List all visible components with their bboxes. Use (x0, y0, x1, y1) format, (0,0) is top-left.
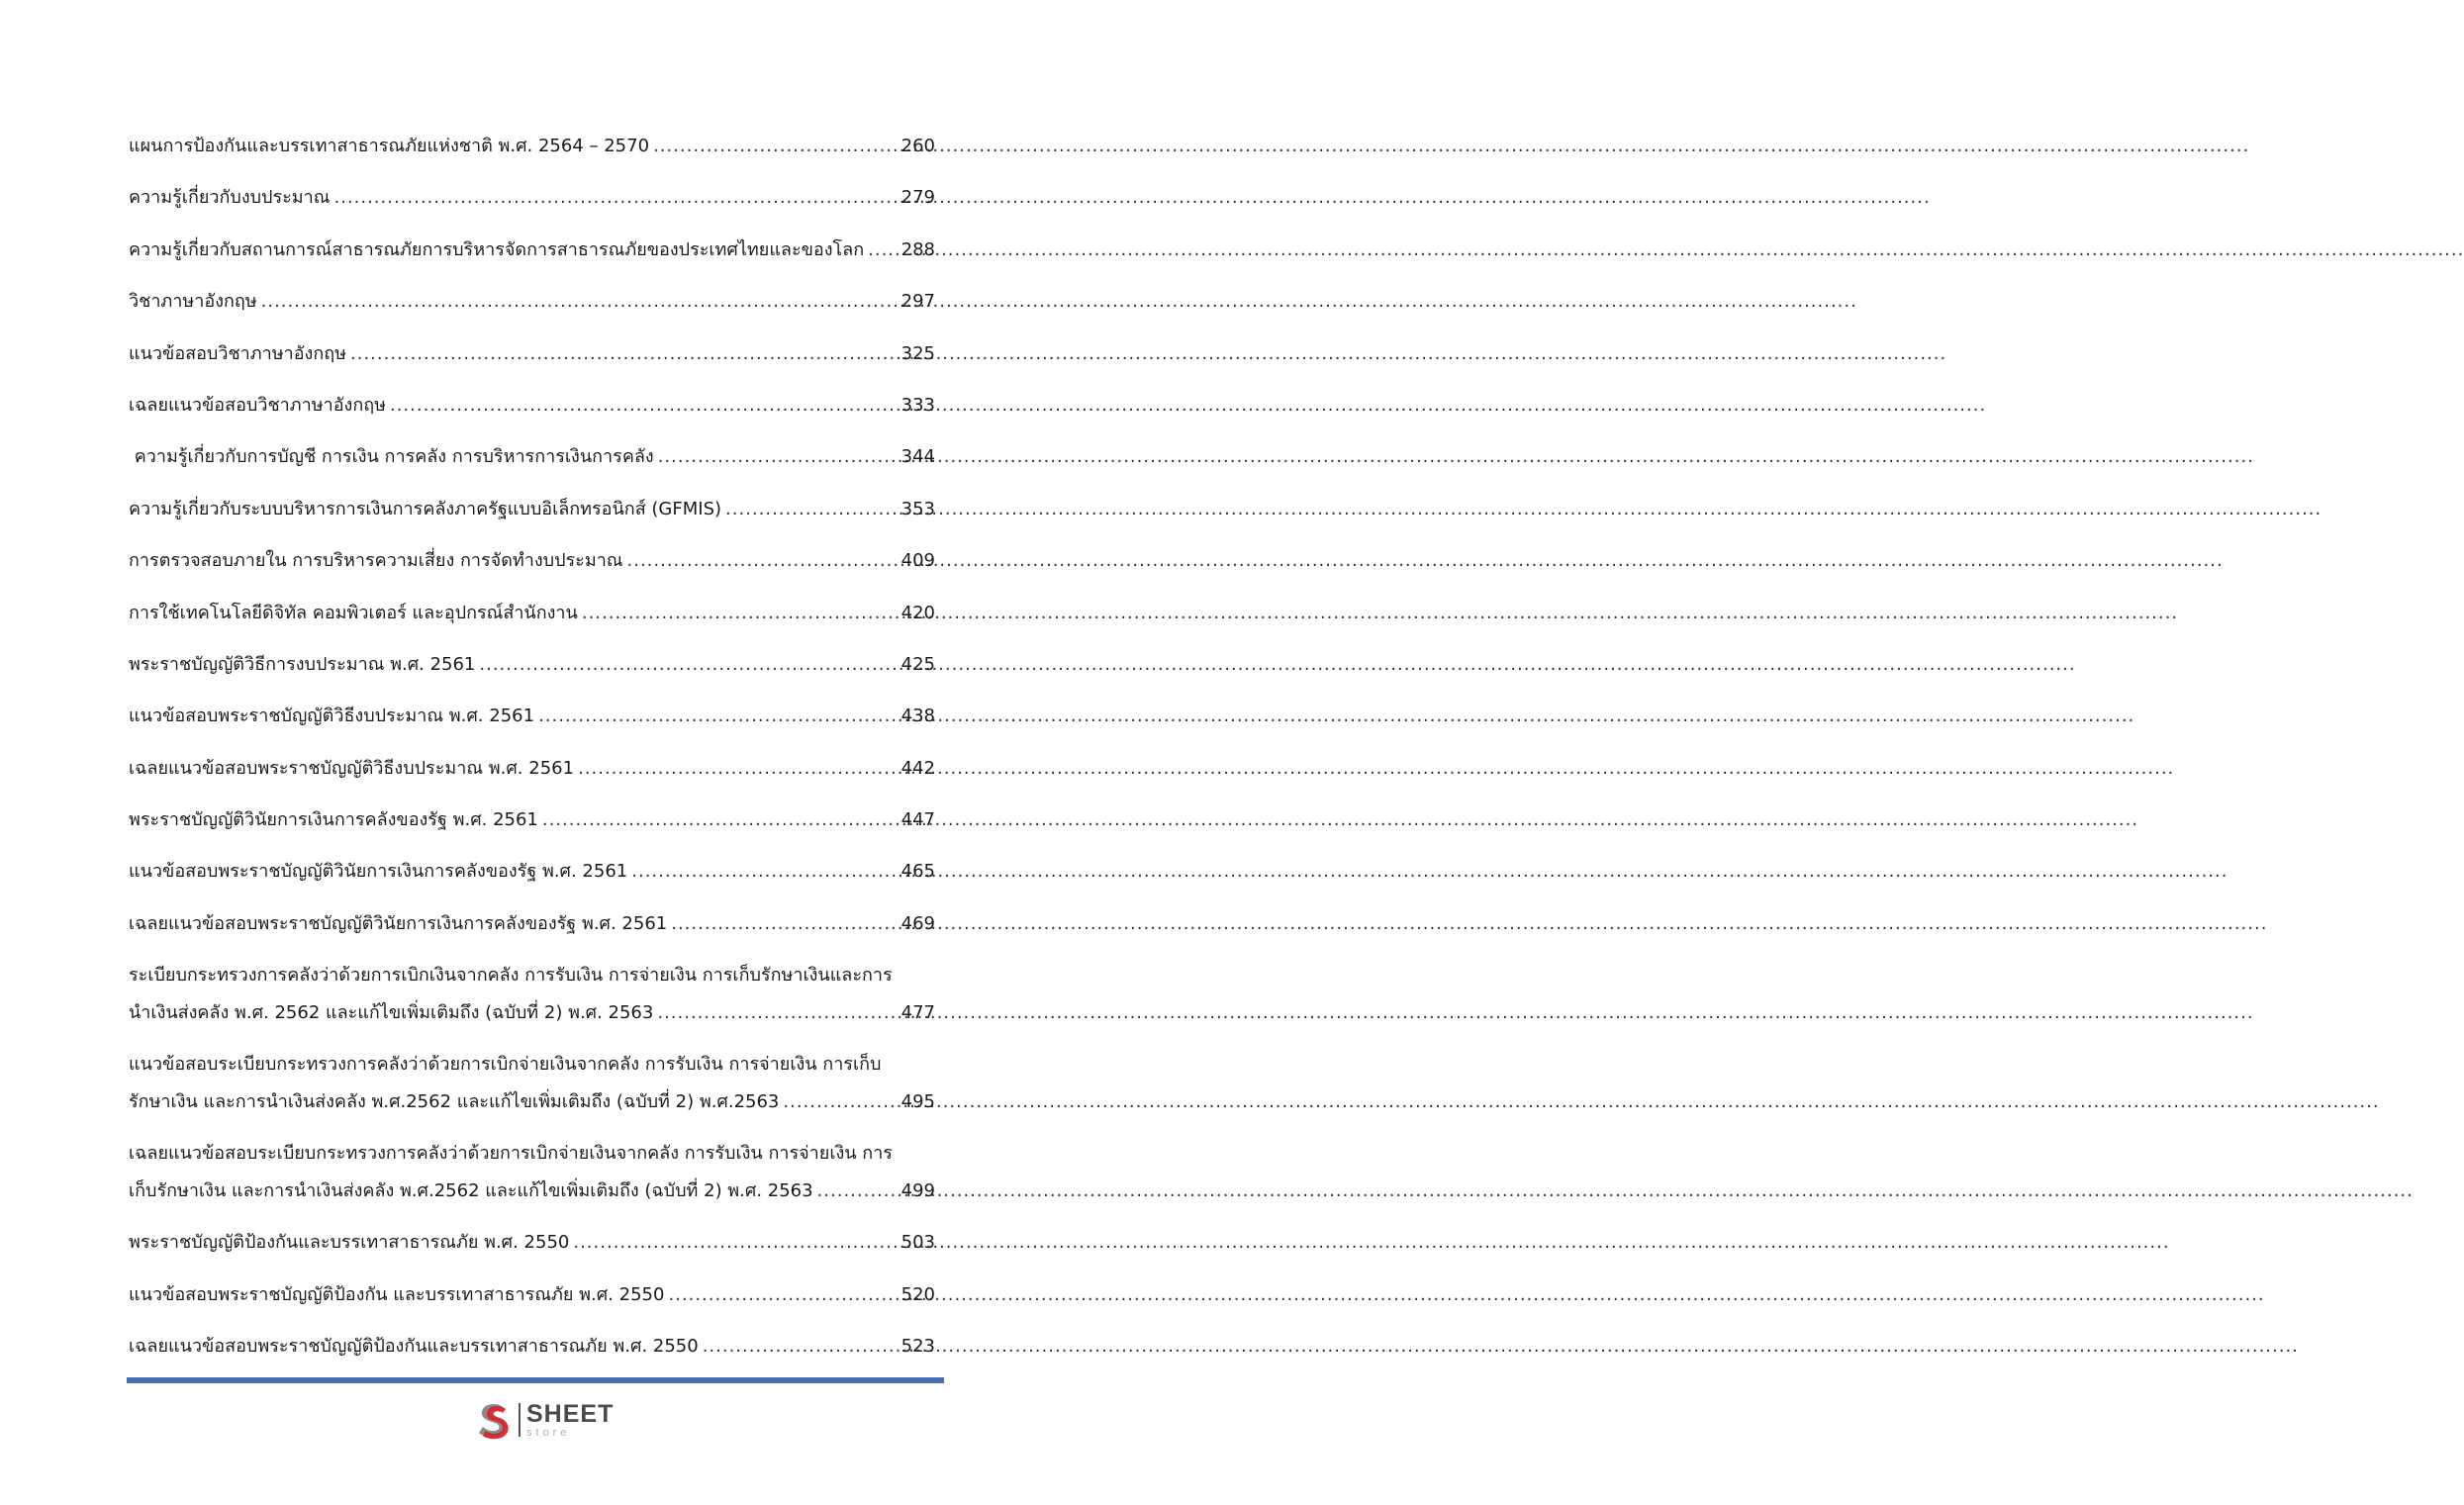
toc-leader-dots (578, 751, 898, 787)
logo-wordmark: SHEET (526, 1399, 615, 1428)
toc-entry-page: 297 (900, 291, 935, 313)
toc-leader-dots (390, 388, 898, 423)
toc-entry (129, 180, 935, 232)
toc-entry-title: พระราชบัญญัติป้องกันและบรรเทาสาธารณภัย พ.ศ. 2550 (129, 1232, 570, 1254)
toc-entry-title: เฉลยแนวข้อสอบพระราชบัญญัติวินัยการเงินการคลังของรัฐ พ.ศ. 2561 (129, 912, 668, 934)
toc-entry (129, 284, 935, 335)
toc-entry (129, 543, 935, 595)
toc-entry (129, 492, 935, 543)
toc-entry-title: ความรู้เกี่ยวกับงบประมาณ (129, 187, 331, 209)
toc-entry-page: 420 (900, 602, 935, 623)
toc-entry-page: 447 (900, 809, 935, 831)
logo-separator (519, 1403, 521, 1437)
toc-entry-title: แนวข้อสอบวิชาภาษาอังกฤษ (129, 342, 346, 364)
table-of-contents (129, 129, 935, 1380)
toc-leader-dots (653, 129, 898, 164)
toc-leader-dots (538, 699, 898, 734)
toc-entry-title: แนวข้อสอบพระราชบัญญัติวินัยการเงินการคลังของรัฐ พ.ศ. 2561 (129, 861, 628, 883)
toc-leader-dots (261, 284, 898, 320)
toc-entry-page: 288 (900, 238, 935, 260)
toc-entry-title: แนวข้อสอบพระราชบัญญัติป้องกัน และบรรเทาสาธารณภัย พ.ศ. 2550 (129, 1283, 665, 1305)
toc-leader-dots (725, 492, 898, 527)
toc-entry (129, 854, 935, 905)
toc-entry-title: เฉลยแนวข้อสอบพระราชบัญญัติวิธีงบประมาณ พ.ศ. 2561 (129, 757, 575, 779)
toc-entry-title: เฉลยแนวข้อสอบพระราชบัญญัติป้องกันและบรรเทาสาธารณภัย พ.ศ. 2550 (129, 1336, 699, 1358)
toc-entry (129, 647, 935, 699)
toc-leader-dots (657, 995, 897, 1031)
toc-entry-title: การตรวจสอบภายใน การบริหารความเสี่ยง การจัดทำงบประมาณ (129, 550, 623, 572)
toc-leader-dots (671, 906, 897, 942)
toc-entry (129, 439, 935, 491)
toc-leader-dots (658, 439, 898, 475)
toc-entry-title-line1: ระเบียบกระทรวงการคลังว่าด้วยการเบิกเงินจากคลัง การรับเงิน การจ่ายเงิน การเก็บรักษาเงินและการ (129, 965, 893, 987)
toc-entry (129, 751, 935, 802)
toc-entry-page: 333 (900, 394, 935, 416)
toc-entry-title-line2: นำเงินส่งคลัง พ.ศ. 2562 และแก้ไขเพิ่มเติมถึง (ฉบับที่ 2) พ.ศ. 2563 (129, 1002, 654, 1024)
toc-entry-title: แผนการป้องกันและบรรเทาสาธารณภัยแห่งชาติ พ.ศ. 2564 – 2570 (129, 136, 650, 156)
toc-leader-dots (817, 1174, 898, 1209)
toc-entry (129, 802, 935, 854)
toc-entry-page: 425 (900, 653, 935, 675)
toc-entry-title-line2: รักษาเงิน และการนำเงินส่งคลัง พ.ศ.2562 และแก้ไขเพิ่มเติมถึง (ฉบับที่ 2) พ.ศ.2563 (129, 1091, 780, 1113)
toc-entry-page: 495 (900, 1091, 935, 1113)
toc-entry-title: วิชาภาษาอังกฤษ (129, 291, 257, 313)
toc-entry-page: 409 (900, 550, 935, 572)
toc-entry-page: 438 (900, 705, 935, 727)
toc-entry-page: 523 (900, 1336, 935, 1358)
toc-leader-dots (333, 180, 897, 216)
toc-entry (129, 129, 935, 180)
sheet-store-logo (473, 1395, 631, 1445)
toc-entry-page: 260 (900, 136, 935, 156)
toc-entry-page: 477 (900, 1002, 935, 1024)
toc-entry-page: 344 (900, 446, 935, 468)
toc-entry-title: พระราชบัญญัติวิธีการงบประมาณ พ.ศ. 2561 (129, 653, 476, 675)
toc-entry (129, 1329, 935, 1380)
toc-entry (129, 336, 935, 388)
toc-entry-page: 469 (900, 912, 935, 934)
toc-entry-title: ความรู้เกี่ยวกับระบบบริหารการเงินการคลังภาครัฐแบบอิเล็กทรอนิกส์ (GFMIS) (129, 498, 722, 519)
toc-leader-dots (668, 1277, 897, 1313)
toc-entry-title: ความรู้เกี่ยวกับการบัญชี การเงิน การคลัง การบริหารการเงินการคลัง (129, 446, 654, 468)
toc-entry-title: การใช้เทคโนโลยีดิจิทัล คอมพิวเตอร์ และอุปกรณ์สำนักงาน (129, 602, 578, 623)
toc-entry-title: เฉลยแนวข้อสอบวิชาภาษาอังกฤษ (129, 394, 386, 416)
toc-leader-dots (582, 596, 898, 631)
toc-entry (129, 388, 935, 439)
footer-divider (127, 1377, 944, 1383)
toc-entry-title: ความรู้เกี่ยวกับสถานการณ์สาธารณภัยการบริหารจัดการสาธารณภัยของประเทศไทยและของโลก (129, 238, 865, 260)
sheet-store-s-icon (473, 1399, 515, 1441)
toc-entry-page: 325 (900, 342, 935, 364)
toc-entry-page: 279 (900, 187, 935, 209)
toc-entry-title-line1: แนวข้อสอบระเบียบกระทรวงการคลังว่าด้วยการเบิกจ่ายเงินจากคลัง การรับเงิน การจ่ายเงิน การเก็บ (129, 1054, 882, 1076)
toc-leader-dots (868, 233, 898, 268)
toc-entry (129, 1277, 935, 1329)
toc-leader-dots (627, 543, 898, 579)
toc-entry-page: 442 (900, 757, 935, 779)
toc-entry-page: 465 (900, 861, 935, 883)
toc-entry (129, 906, 935, 958)
toc-entry (129, 233, 935, 284)
toc-entry-multiline (129, 1047, 935, 1136)
toc-entry-page: 503 (900, 1232, 935, 1254)
toc-leader-dots (542, 802, 898, 838)
toc-entry-page: 353 (900, 498, 935, 519)
toc-entry (129, 596, 935, 647)
toc-entry-title-line2: เก็บรักษาเงิน และการนำเงินส่งคลัง พ.ศ.2562 และแก้ไขเพิ่มเติมถึง (ฉบับที่ 2) พ.ศ. 2563 (129, 1180, 813, 1202)
logo-subtext: store (526, 1426, 571, 1439)
toc-leader-dots (479, 647, 897, 683)
toc-entry-page: 499 (900, 1180, 935, 1202)
toc-leader-dots (573, 1225, 897, 1261)
toc-leader-dots (631, 854, 897, 890)
toc-entry (129, 1225, 935, 1276)
toc-entry-multiline (129, 1136, 935, 1225)
toc-entry-title: แนวข้อสอบพระราชบัญญัติวิธีงบประมาณ พ.ศ. 2561 (129, 705, 535, 727)
toc-entry-multiline (129, 958, 935, 1047)
toc-entry-title: พระราชบัญญัติวินัยการเงินการคลังของรัฐ พ.ศ. 2561 (129, 809, 538, 831)
toc-leader-dots (783, 1084, 897, 1120)
toc-entry-page: 520 (900, 1283, 935, 1305)
toc-entry (129, 699, 935, 750)
toc-leader-dots (703, 1329, 898, 1364)
toc-leader-dots (350, 336, 898, 372)
toc-entry-title-line1: เฉลยแนวข้อสอบระเบียบกระทรวงการคลังว่าด้วยการเบิกจ่ายเงินจากคลัง การรับเงิน การจ่ายเงิน การ (129, 1143, 893, 1165)
